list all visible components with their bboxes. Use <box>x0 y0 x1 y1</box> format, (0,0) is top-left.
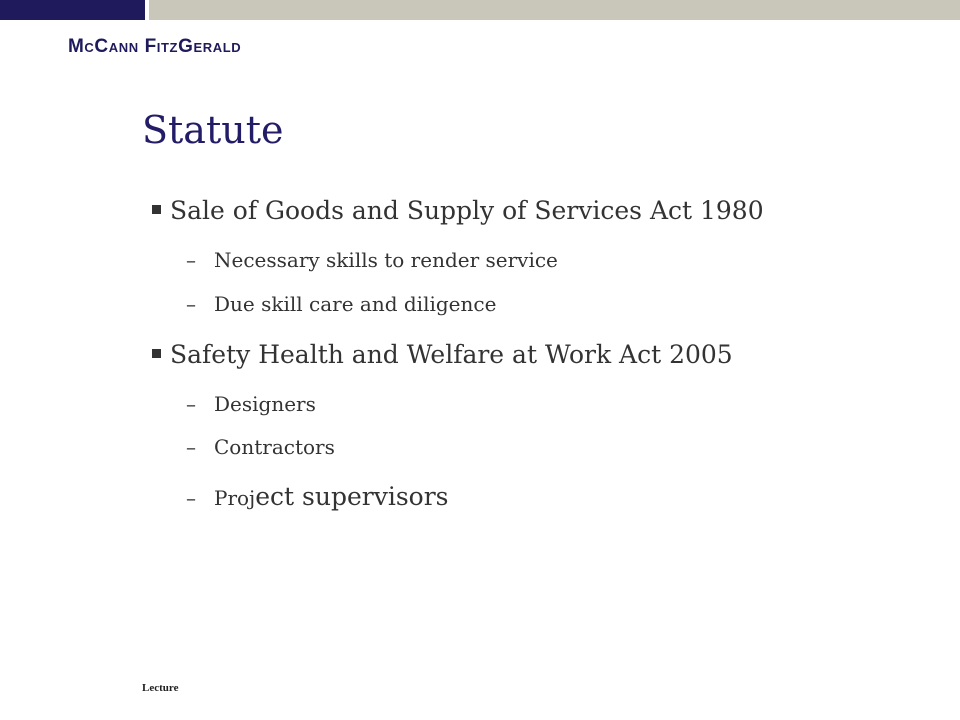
slide-title: Statute <box>142 108 284 152</box>
square-bullet-icon <box>152 349 161 358</box>
bullet-item <box>152 340 733 369</box>
sub-item-label: Contractors <box>214 435 335 459</box>
square-bullet-icon <box>152 205 161 214</box>
dash-icon: – <box>186 486 196 510</box>
sub-item <box>186 392 316 416</box>
footer-label: Lecture <box>142 682 179 694</box>
sub-item-label: Necessary skills to render service <box>214 248 558 272</box>
sub-item <box>186 292 496 316</box>
sub-item <box>186 435 335 459</box>
sub-item-label-rest: ect supervisors <box>255 482 449 511</box>
dash-icon: – <box>186 292 196 316</box>
sub-item-label: Due skill care and diligence <box>214 292 497 316</box>
sub-item <box>186 248 558 272</box>
bullet-item <box>152 196 764 225</box>
dash-icon: – <box>186 248 196 272</box>
top-bar-dark-segment <box>0 0 145 20</box>
sub-item <box>186 482 449 511</box>
top-bar-light-segment <box>149 0 960 20</box>
bullet-label: Sale of Goods and Supply of Services Act 1980 <box>170 196 764 225</box>
sub-item-label-prefix: Proj <box>214 486 256 510</box>
bullet-label: Safety Health and Welfare at Work Act 2005 <box>170 340 733 369</box>
sub-item-label: Designers <box>214 392 316 416</box>
company-logo: McCann FitzGerald <box>68 36 242 57</box>
dash-icon: – <box>186 392 196 416</box>
dash-icon: – <box>186 435 196 459</box>
